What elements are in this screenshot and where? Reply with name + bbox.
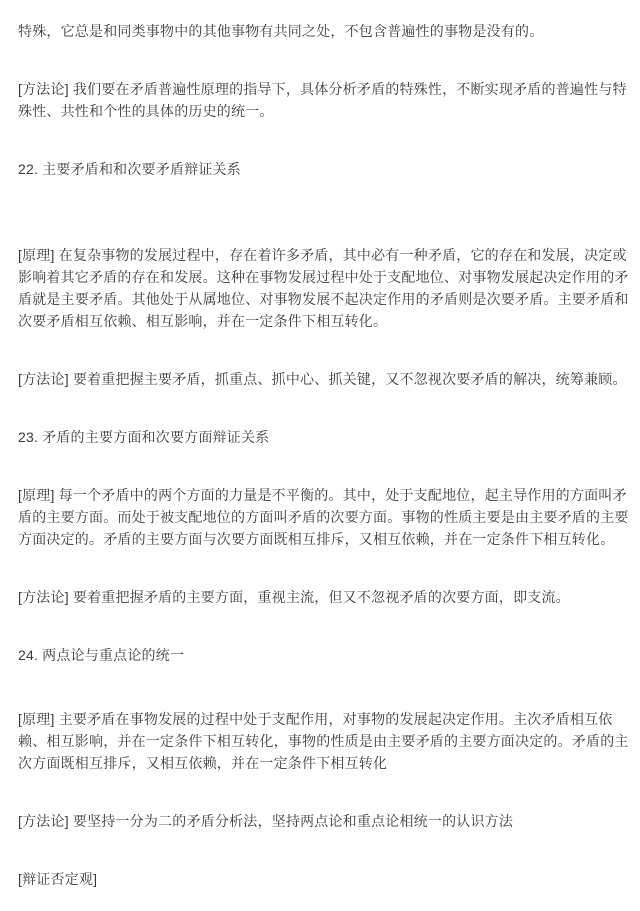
section-heading-22: 22. 主要矛盾和和次要矛盾辩证关系 xyxy=(18,161,241,177)
bracket-heading-dialectical-negation: [辩证否定观] xyxy=(18,871,98,887)
section-heading-24: 24. 两点论与重点论的统一 xyxy=(18,647,185,663)
paragraph-methodology: [方法论] 要坚持一分为二的矛盾分析法，坚持两点论和重点论相统一的认识方法 xyxy=(18,813,514,829)
paragraph-methodology: [方法论] 我们要在矛盾普遍性原理的指导下，具体分析矛盾的特殊性，不断实现矛盾的普遍性与特殊性、共性和个性的具体的历史的统一。 xyxy=(18,81,627,119)
paragraph-body-continuation: 特殊，它总是和同类事物中的其他事物有共同之处，不包含普遍性的事物是没有的。 xyxy=(18,23,544,39)
paragraph-methodology: [方法论] 要着重把握主要矛盾，抓重点、抓中心、抓关键，又不忽视次要矛盾的解决，统筹兼顾。 xyxy=(18,371,627,387)
paragraph-principle: [原理] 在复杂事物的发展过程中，存在着许多矛盾，其中必有一种矛盾，它的存在和发展，决定或影响着其它矛盾的存在和发展。这种在事物发展过程中处于支配地位、对事物发展起决定作用的矛盾就是主要矛盾。其他处于从属地位、对事物发展不起决定作用的矛盾则是次要矛盾。主要矛盾和次要矛盾相互依赖、相互影响，并在一定条件下相互转化。 xyxy=(18,247,629,329)
paragraph-methodology: [方法论] 要着重把握矛盾的主要方面，重视主流，但又不忽视矛盾的次要方面，即支流。 xyxy=(18,589,570,605)
paragraph-principle: [原理] 每一个矛盾中的两个方面的力量是不平衡的。其中，处于支配地位，起主导作用的方面叫矛盾的主要方面。而处于被支配地位的方面叫矛盾的次要方面。事物的性质主要是由主要矛盾的主要方面决定的。矛盾的主要方面与次要方面既相互排斥，又相互依赖，并在一定条件下相互转化。 xyxy=(18,487,629,547)
paragraph-principle: [原理] 主要矛盾在事物发展的过程中处于支配作用，对事物的发展起决定作用。主次矛盾相互依赖、相互影响，并在一定条件下相互转化，事物的性质是由主要矛盾的主要方面决定的。矛盾的主次方面既相互排斥，又相互依赖，并在一定条件下相互转化 xyxy=(18,711,629,771)
section-heading-23: 23. 矛盾的主要方面和次要方面辩证关系 xyxy=(18,429,270,445)
